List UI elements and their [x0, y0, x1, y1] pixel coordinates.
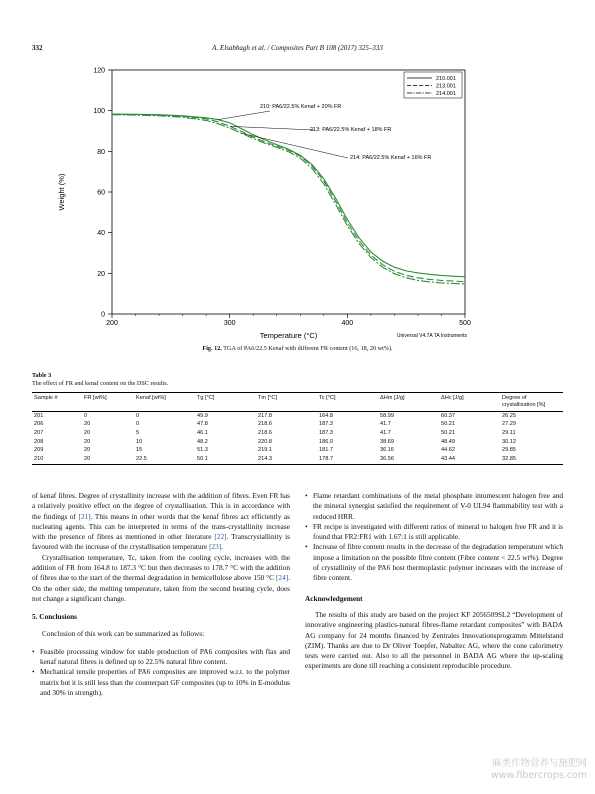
- bullet-item: • Mechanical tensile properties of PA6 composites are improved w.r.t. to the polymer matrix but it is still less than the counterpart GF composites (up to 10% in E-modulus and 30% in strength).: [32, 667, 290, 698]
- citation-link[interactable]: [22]: [214, 532, 227, 542]
- series-line-210-001: [112, 114, 465, 277]
- table-cell: 218.6: [258, 429, 272, 436]
- x-tick-label: 200: [106, 320, 118, 327]
- x-tick-label: 300: [223, 320, 236, 327]
- journal-citation: A. Elsabbagh et al. / Composites Part B 108 (2017) 325–333: [212, 44, 383, 52]
- y-axis-label: Weight (%): [57, 173, 66, 211]
- table-cell: 50.1: [195, 455, 256, 464]
- annotation-pointer: [218, 111, 270, 120]
- dsc-results-table: [32, 392, 563, 465]
- curve-annotation: 213: PA6/22.5% Kenaf + 18% FR: [310, 127, 392, 133]
- figure-caption-text: TGA of PA6/22.5 Kenaf with different FR content (16, 18, 20 wt%).: [221, 345, 393, 352]
- table-cell: 187.3: [319, 429, 333, 436]
- figure-caption-label: Fig. 12.: [202, 345, 222, 352]
- table-cell: 41.7: [380, 429, 391, 436]
- table-row: [32, 438, 563, 447]
- table-title: The effect of FR and kenaf content on the DSC results.: [32, 380, 169, 387]
- table-cell: 217.8: [258, 412, 272, 419]
- table-header-row: [32, 393, 563, 412]
- table-cell: 50.21: [441, 429, 455, 436]
- col-header: Degree of crystallisation [%]: [500, 393, 563, 412]
- legend-label: 213.001: [436, 83, 456, 90]
- table-cell: 20: [84, 447, 91, 454]
- table-cell: 27.29: [502, 421, 516, 428]
- table-label: Table 3: [32, 372, 52, 379]
- bullet-item: • FR recipe is investigated with different ratios of mineral to halogen free FR and it is found that FR2:FR1 with 1.67:1 is still applicable.: [305, 522, 563, 543]
- table-cell: 38.69: [380, 438, 394, 445]
- table-cell: 0: [136, 412, 140, 419]
- left-column: [32, 491, 290, 698]
- tga-chart: [32, 60, 502, 342]
- col-header: Kenaf [wt%]: [134, 393, 195, 412]
- y-tick-label: 40: [97, 230, 105, 238]
- y-tick-label: 120: [93, 67, 105, 75]
- x-tick-label: 500: [459, 320, 471, 327]
- legend-label: 214.001: [436, 91, 456, 97]
- body-paragraph: Conclusion of this work can be summarized as follows:: [42, 628, 205, 638]
- col-header: ΔHc [J/g]: [439, 393, 500, 412]
- body-paragraph: of kenaf fibres. Degree of crystallinity increase with the addition of fibres. Even FR has a relatively positive effect on the degree of crystallisation. This is in accordance with the findings of [21]. This means in other words that the kenaf fibres act efficiently as nucleating agents. This can be interpreted in terms of the trans-crystallinity increase with the presence of fibres as mentioned in other literature [22]. Transcrystallinity is favoured with the increase of the crystallisation temperature [23].: [32, 491, 290, 552]
- table-cell: 214.3: [256, 455, 317, 464]
- table-cell: 20: [84, 421, 91, 428]
- table-row: [32, 455, 563, 464]
- table-row: [32, 412, 563, 421]
- instrument-label: Universal V4.7A TA Instruments: [396, 333, 467, 339]
- watermark-line: 麻类作物营养与施肥网: [491, 758, 587, 769]
- col-header: Tc [°C]: [317, 393, 378, 412]
- table-cell: 58.99: [380, 412, 394, 419]
- watermark: [491, 758, 587, 782]
- table-cell: 218.6: [258, 421, 272, 428]
- table-cell: 46.1: [197, 429, 208, 436]
- table-cell: 208: [34, 438, 44, 445]
- figure-caption: [0, 345, 595, 352]
- table-cell: 178.7: [317, 455, 378, 464]
- table-cell: 20: [84, 438, 91, 445]
- table-row: [32, 421, 563, 430]
- table-cell: 60.37: [441, 412, 455, 419]
- table-cell: 50.21: [441, 421, 455, 428]
- table-cell: 29.11: [502, 429, 516, 436]
- table-cell: 187.3: [319, 421, 333, 428]
- table-cell: 47.8: [197, 421, 208, 428]
- body-paragraph: Crystallisation temperature, Tc, taken from the cooling cycle, increases with the addition of FR from 164.8 to 187.3 °C but then decreases to 178.7 °C with the addition of fibres due to the start of the thermal degradation in hemicellulose above 150 °C [24]. On the other side, the melting temperature, taken from the second heating cycle, does not change a significant change.: [32, 552, 290, 603]
- table-cell: 10: [136, 438, 143, 445]
- y-tick-label: 60: [97, 189, 105, 197]
- table-cell: 49.9: [197, 412, 208, 419]
- table-cell: 220.8: [258, 438, 272, 445]
- col-header: ΔHm [J/g]: [378, 393, 439, 412]
- col-header: Sample #: [32, 393, 82, 412]
- citation-link[interactable]: [21]: [78, 511, 91, 521]
- table-cell: 15: [136, 447, 143, 454]
- bullet-item: • Feasible processing window for stable production of PA6 composites with flax and kenaf natural fibres is defined up to 22.5% natural fibre content.: [32, 647, 290, 668]
- y-tick-label: 0: [101, 311, 105, 319]
- table-cell: 181.7: [319, 447, 333, 454]
- table-cell: 26.25: [502, 412, 516, 419]
- running-header: [32, 44, 563, 56]
- y-tick-label: 100: [93, 108, 105, 116]
- col-header: Tm [°C]: [256, 393, 317, 412]
- table-cell: 36.56: [378, 455, 439, 464]
- table-cell: 206: [34, 421, 44, 428]
- body-paragraph: The results of this study are based on the project KF 2056509SL2 “Development of innovative engineering plastics-natural fibres-flame retardant composites” with BADA AG company for 24 months financed by Zentrales Innovationsprogramm Mittelstand (ZIM). Thanks are due to Dr Oliver Toepfer, Nabaltec AG, where the cone calorimetry tests were carried out. Also to all the personnel in BADA AG where the up-scaling experiments are done till reaching a consistent reproducible procedure.: [305, 609, 563, 671]
- table-cell: 30.12: [502, 438, 516, 445]
- legend-label: 210.001: [436, 76, 456, 82]
- table-cell: 48.49: [441, 438, 455, 445]
- table-cell: 164.8: [319, 412, 333, 419]
- table-row: [32, 447, 563, 456]
- table-cell: 201: [34, 412, 44, 419]
- y-tick-label: 20: [97, 270, 105, 278]
- page-number: 332: [32, 44, 43, 52]
- watermark-line: www.fibercrops.com: [490, 770, 587, 781]
- table-cell: 5: [136, 429, 140, 436]
- table-cell: 207: [34, 429, 44, 436]
- table-cell: 44.62: [441, 447, 455, 454]
- bullet-item: • Flame retardant combinations of the metal phosphate intumescent halogen free and the mineral synergist satisfied the requirement of V-0 UL94 flammability test with a reduced HRR.: [305, 491, 563, 522]
- table-cell: 219.1: [258, 447, 272, 454]
- table-cell: 29.85: [502, 447, 516, 454]
- table-cell: 32.85: [500, 455, 563, 464]
- right-column: [305, 491, 563, 672]
- table-cell: 20: [82, 455, 134, 464]
- bullet-item: • Increase of fibre content results in the decrease of the degradation temperature which impose a limitation on the possible fibre content (Fibre content < 22.5 wt%). Degree of crystallinity of the PA6 host thermoplastic polymer increases with the increase of fibre content.: [305, 542, 563, 583]
- table-cell: 41.7: [380, 421, 391, 428]
- table-heading: [32, 372, 168, 388]
- x-tick-label: 400: [341, 320, 354, 327]
- table-cell: 0: [136, 421, 140, 428]
- section-heading-conclusions: 5. Conclusions: [32, 612, 78, 622]
- citation-link[interactable]: [23]: [209, 542, 222, 552]
- annotation-pointer: [241, 133, 348, 158]
- table-cell: 20: [84, 429, 91, 436]
- table-cell: 48.2: [197, 438, 208, 445]
- table-cell: 51.3: [197, 447, 208, 454]
- table-cell: 186.0: [319, 438, 333, 445]
- table-cell: 43.44: [439, 455, 500, 464]
- section-heading-acknowledgement: Acknowledgement: [305, 593, 363, 603]
- table-row: [32, 429, 563, 438]
- curve-annotation: 214: PA6/22.5% Kenaf + 16% FR: [350, 155, 432, 161]
- table-cell: 22.5: [134, 455, 195, 464]
- series-line-214-001: [112, 115, 465, 284]
- citation-link[interactable]: [24]: [276, 573, 289, 583]
- table-cell: 36.16: [380, 447, 394, 454]
- x-axis-label: Temperature (°C): [259, 331, 318, 340]
- col-header: Tg [°C]: [195, 393, 256, 412]
- curve-annotation: 210: PA6/22.5% Kenaf + 20% FR: [260, 104, 342, 110]
- col-header: FR [wt%]: [82, 393, 134, 412]
- table-cell: 209: [34, 447, 44, 454]
- table-cell: 210: [32, 455, 82, 464]
- table-cell: 0: [84, 412, 88, 419]
- series-line-213-001: [112, 115, 465, 282]
- y-tick-label: 80: [97, 148, 105, 156]
